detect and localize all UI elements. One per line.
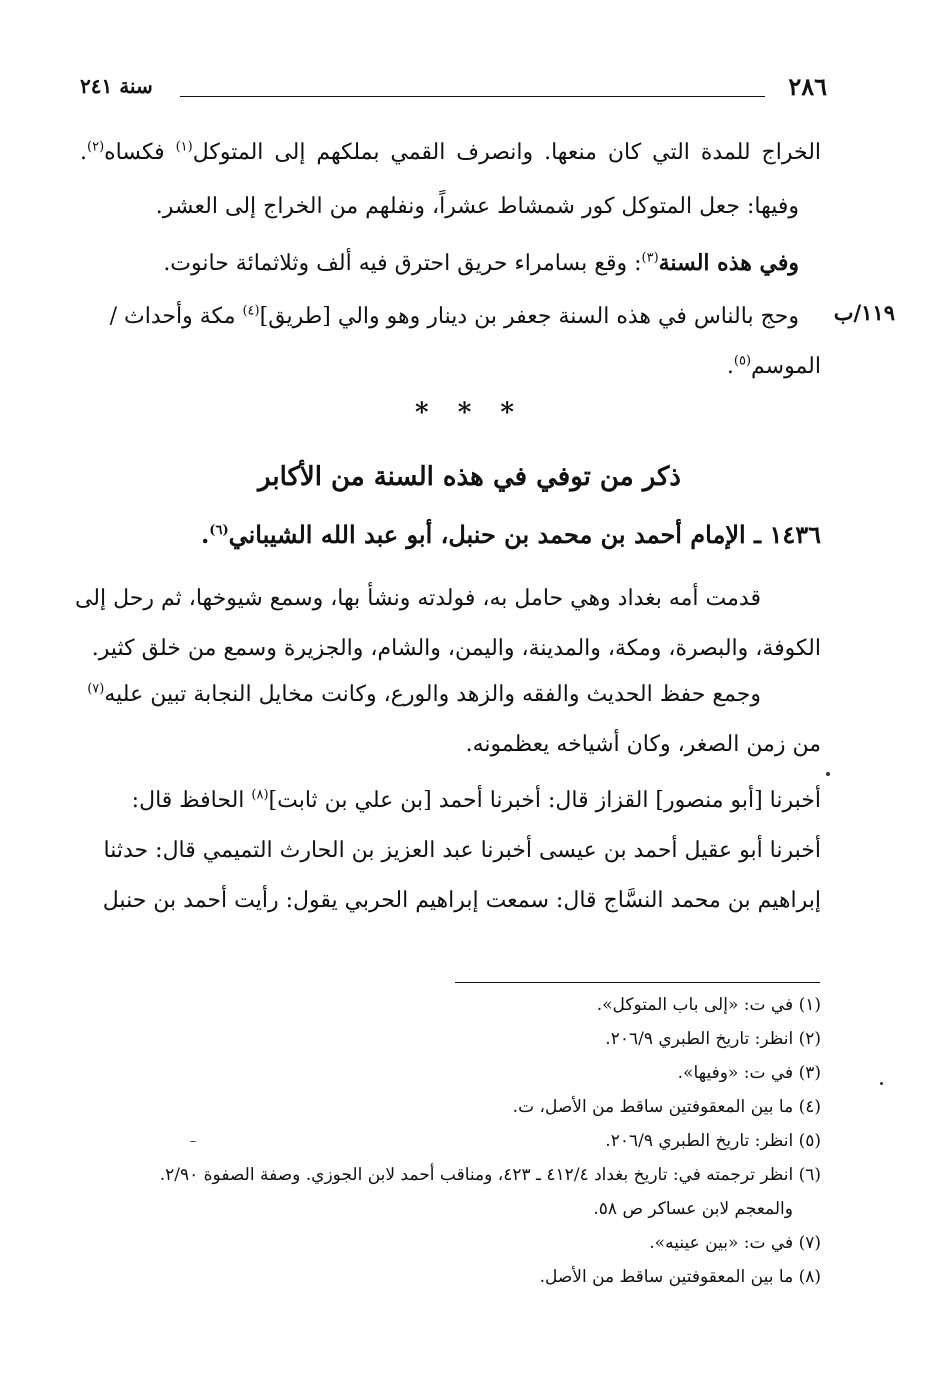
body-paragraph-3: [80, 776, 821, 926]
footnote-ref: (٢): [87, 139, 105, 155]
text-run: فكساه: [104, 140, 176, 165]
text-run: .: [80, 140, 87, 165]
footnote: (٦) انظر ترجمته في: تاريخ بغداد ٤١٢/٤ ـ ٤٢٣، ومناقب أحمد لابن الجوزي. وصفة الصفوة ٢/٩٠.: [159, 1165, 821, 1185]
text-run: الخراج للمدة التي كان منعها. وانصرف القمي بملكهم إلى المتوكل: [192, 140, 822, 165]
footnote-continuation: والمعجم لابن عساكر ص ٥٨.: [593, 1199, 793, 1219]
scan-speck: [190, 1141, 196, 1142]
page-number: ٢٨٦: [788, 72, 827, 101]
footnote-ref: (٧): [87, 681, 105, 697]
paragraph-line: [80, 128, 821, 178]
footnote: (٢) انظر: تاريخ الطبري ٢٠٦/٩.: [605, 1029, 821, 1049]
margin-folio-note: ١١٩/ب: [833, 300, 895, 325]
paragraph-line: [80, 670, 821, 720]
text-run: .: [726, 354, 734, 379]
paragraph-line: وفيها: جعل المتوكل كور شمشاط عشراً، ونفلهم من الخراج إلى العشر.: [155, 194, 799, 219]
footnote: (٤) ما بين المعقوفتين ساقط من الأصل، ت.: [512, 1097, 821, 1117]
scan-speck: [826, 772, 830, 776]
text-run: .: [200, 520, 210, 549]
paragraph-2: [80, 182, 799, 232]
footnote: (٣) في ت: «وفيها».: [677, 1063, 821, 1083]
body-paragraph-1: [74, 574, 821, 674]
footnote: (٨) ما بين المعقوفتين ساقط من الأصل.: [539, 1267, 821, 1287]
paragraph-line: أخبرنا أبو عقيل أحمد بن عيسى أخبرنا عبد العزيز بن الحارث التميمي قال: حدثنا: [103, 838, 821, 863]
paragraph-line: [80, 342, 821, 392]
footnote-ref: (٥): [733, 353, 752, 369]
paragraph-line: الكوفة، والبصرة، ومكة، والمدينة، واليمن، والشام، والجزيرة وسمع من خلق كثير.: [91, 636, 821, 661]
body-paragraph-2: [80, 670, 821, 770]
text-run: وحج بالناس في هذه السنة جعفر بن دينار وهو والي [طريق]: [259, 304, 799, 329]
biography-entry-title: [201, 520, 821, 549]
paragraph-line: قدمت أمه بغداد وهي حامل به، فولدته ونشأ بها، وسمع شيوخها، ثم رحل إلى: [74, 586, 761, 611]
footnote-ref: (٨): [251, 787, 269, 803]
paragraph-line: [80, 292, 799, 342]
paragraph-line: [80, 238, 799, 289]
header-rule: [180, 96, 765, 97]
paragraph-line: [80, 776, 821, 826]
footnote: (٧) في ت: «بين عينيه».: [649, 1233, 821, 1253]
section-heading: ذكر من توفي في هذه السنة من الأكابر: [257, 462, 681, 492]
running-title-year: سنة ٢٤١: [80, 74, 153, 98]
paragraph-4-cont: [80, 342, 821, 392]
footnote: (٥) انظر: تاريخ الطبري ٢٠٦/٩.: [605, 1131, 821, 1151]
text-run: مكة وأحداث /: [109, 304, 243, 329]
text-run: : وقع بسامراء حريق احترق فيه ألف وثلاثمائة حانوت.: [163, 251, 642, 276]
paragraph-4: [80, 292, 799, 342]
text-run: ١٤٣٦ ـ الإمام أحمد بن محمد بن حنبل، أبو عبد الله الشيباني: [228, 520, 821, 549]
footnote-ref: (١): [175, 139, 193, 155]
paragraph-line: من زمن الصغر، وكان أشياخه يعظمونه.: [465, 732, 821, 757]
footnote-ref: (٣): [641, 250, 659, 266]
footnote-rule: [455, 982, 820, 983]
section-separator: * * *: [415, 398, 524, 428]
text-run: وجمع حفظ الحديث والفقه والزهد والورع، وكانت مخايل النجابة تبين عليه: [104, 682, 761, 707]
text-run: الحافظ قال:: [131, 788, 252, 813]
paragraph-1: [80, 128, 821, 178]
paragraph-line: إبراهيم بن محمد النسَّاج قال: سمعت إبراهيم الحربي يقول: رأيت أحمد بن حنبل: [102, 888, 821, 913]
scan-speck: [880, 1082, 883, 1085]
text-run: أخبرنا [أبو منصور] القزاز قال: أخبرنا أحمد [بن علي بن ثابت]: [268, 788, 821, 813]
text-run: وفي هذه السنة: [658, 250, 799, 276]
text-run: الموسم: [751, 354, 821, 379]
footnote-ref: (٤): [242, 303, 260, 319]
footnote: (١) في ت: «إلى باب المتوكل».: [596, 995, 821, 1015]
paragraph-3: [80, 238, 799, 289]
footnote-ref: (٦): [209, 523, 229, 538]
running-header: [80, 72, 827, 102]
